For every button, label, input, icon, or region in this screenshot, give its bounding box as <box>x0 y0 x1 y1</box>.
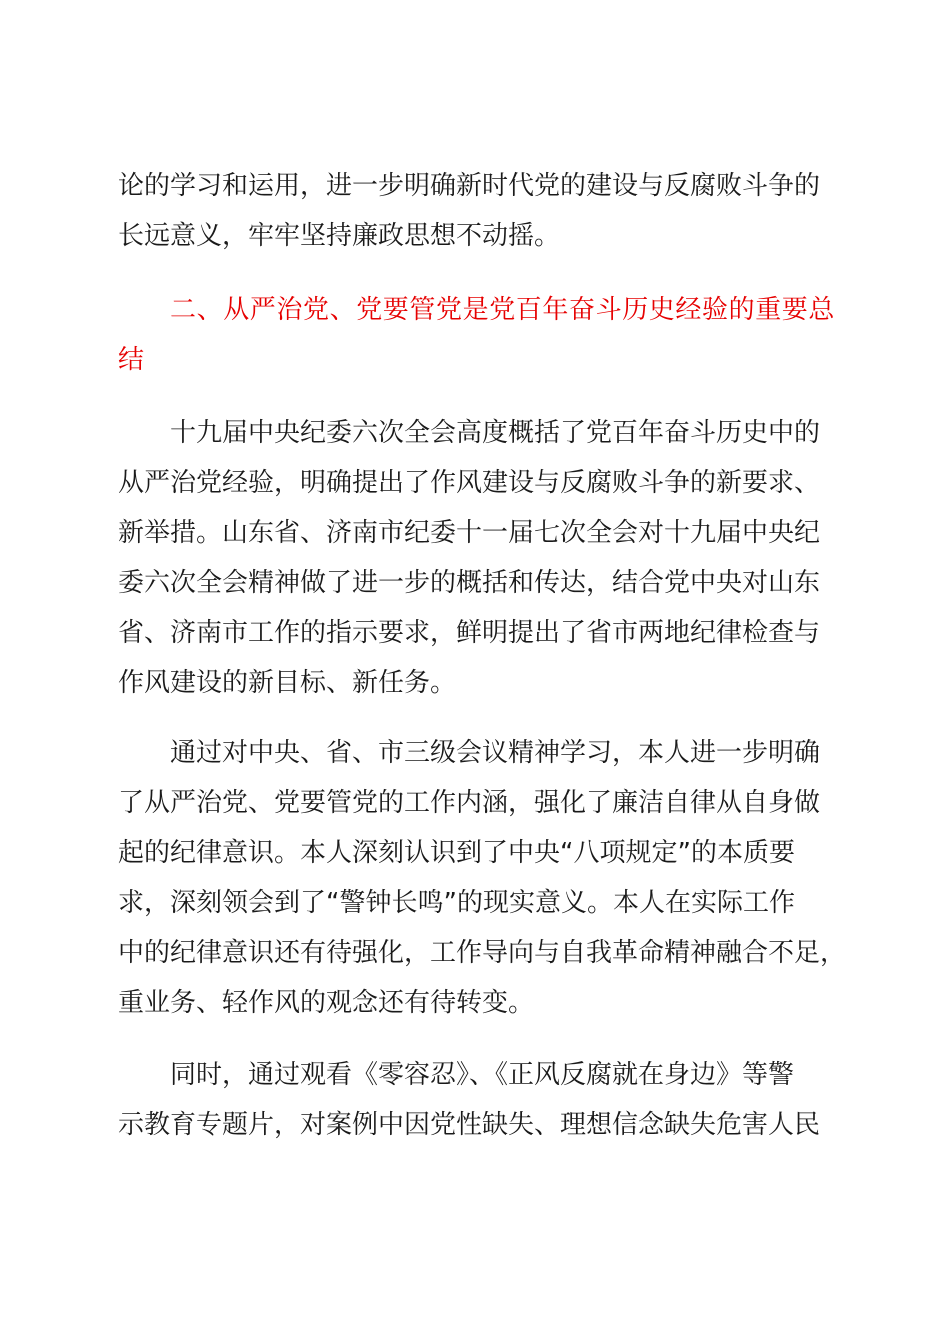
text-line: 同时，通过观看《零容忍》、《正风反腐就在身边》等警 <box>170 1060 795 1090</box>
text-line: 委六次全会精神做了进一步的概括和传达，结合党中央对山东 <box>118 568 821 598</box>
text-line: 十九届中央纪委六次全会高度概括了党百年奋斗历史中的 <box>170 418 821 448</box>
text-line: 新举措。山东省、济南市纪委十一届七次全会对十九届中央纪 <box>118 518 821 548</box>
text-line: 中的纪律意识还有待强化，工作导向与自我革命精神融合不足， <box>118 938 847 968</box>
paragraph-plenary-summary <box>118 408 834 708</box>
text-line: 长远意义，牢牢坚持廉政思想不动摇。 <box>118 221 561 251</box>
text-line: 省、济南市工作的指示要求，鲜明提出了省市两地纪律检查与 <box>118 618 821 648</box>
text-line: 通过对中央、省、市三级会议精神学习，本人进一步明确 <box>170 738 821 768</box>
text-line: 示教育专题片，对案例中因党性缺失、理想信念缺失危害人民 <box>118 1110 821 1140</box>
paragraph-self-reflection <box>118 728 847 1028</box>
text-line: 求，深刻领会到了“警钟长鸣”的现实意义。本人在实际工作 <box>118 888 795 918</box>
text-line: 了从严治党、党要管党的工作内涵，强化了廉洁自律从自身做 <box>118 788 821 818</box>
heading-line: 二、从严治党、党要管党是党百年奋斗历史经验的重要总 <box>170 295 836 325</box>
section-heading <box>118 285 834 385</box>
text-line: 作风建设的新目标、新任务。 <box>118 668 457 698</box>
text-line: 重业务、轻作风的观念还有待转变。 <box>118 988 535 1018</box>
text-line: 论的学习和运用，进一步明确新时代党的建设与反腐败斗争的 <box>118 171 821 201</box>
text-line: 从严治党经验，明确提出了作风建设与反腐败斗争的新要求、 <box>118 468 821 498</box>
text-line: 起的纪律意识。本人深刻认识到了中央“八项规定”的本质要 <box>118 838 795 868</box>
heading-line: 结 <box>118 345 145 375</box>
paragraph-continued <box>118 161 834 261</box>
paragraph-warning-films <box>118 1050 834 1150</box>
